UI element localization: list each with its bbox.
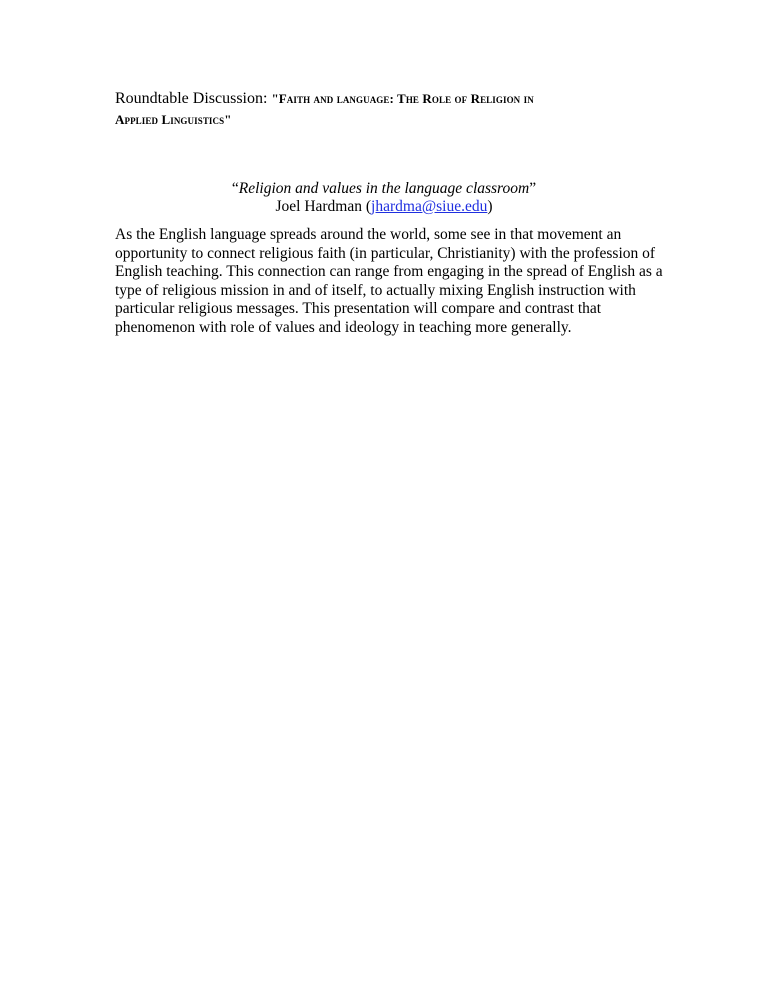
heading-title-line1: Faith and language: The Role of Religion in: [278, 91, 534, 106]
document-heading: [115, 88, 675, 130]
abstract-line: type of religious mission in and of itself, to actually mixing English instruction with: [115, 281, 636, 299]
speaker-line: [0, 198, 768, 216]
talk-quote-open: “: [231, 180, 239, 197]
abstract-line: English teaching. This connection can range from engaging in the spread of English as a: [115, 263, 663, 280]
talk-quote-close: ”: [529, 180, 537, 197]
abstract-line: phenomenon with role of values and ideology in teaching more generally.: [115, 318, 572, 336]
abstract-paragraph: [115, 226, 663, 337]
abstract-line: opportunity to connect religious faith (in particular, Christianity) with the profession of: [115, 244, 656, 262]
talk-block: [0, 180, 768, 216]
talk-title-line: [0, 180, 768, 198]
abstract-line: As the English language spreads around the world, some see in that movement an: [115, 226, 622, 243]
abstract-line: particular religious messages. This presentation will compare and contrast that: [115, 300, 602, 317]
heading-quote-close: ": [224, 112, 232, 127]
speaker-close: ): [487, 198, 493, 215]
speaker-name: Joel Hardman (: [275, 198, 372, 215]
heading-lead: Roundtable Discussion:: [115, 90, 272, 107]
heading-title-line2: Applied Linguistics: [115, 112, 225, 127]
speaker-email-link[interactable]: jhardma@siue.edu: [371, 198, 488, 215]
heading-quote-open: ": [271, 91, 279, 106]
talk-title: Religion and values in the language classroom: [238, 180, 530, 197]
